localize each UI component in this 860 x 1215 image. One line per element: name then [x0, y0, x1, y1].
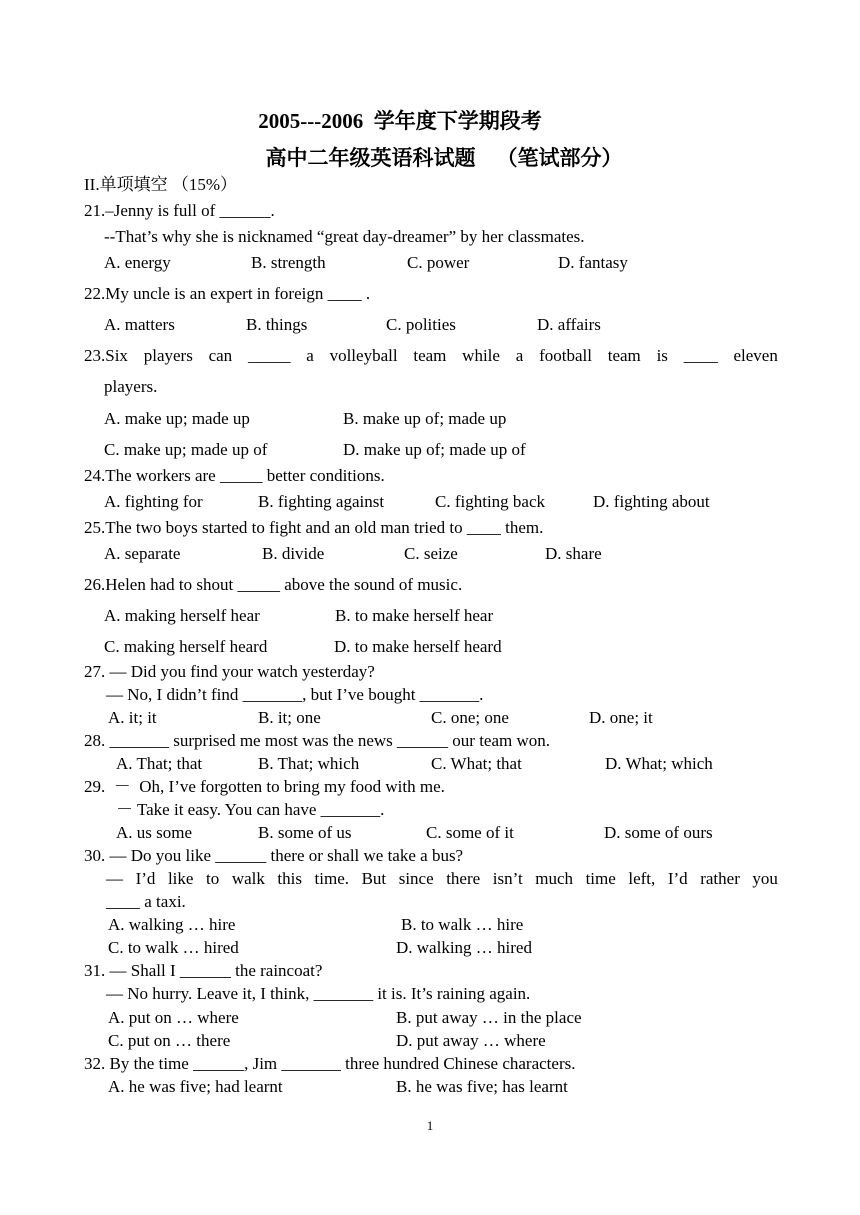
question-23-word: is: [656, 346, 668, 365]
question-27-option-c: C. one; one: [431, 708, 509, 727]
question-30-word: there: [446, 869, 481, 888]
question-30-word: time.: [314, 869, 350, 888]
question-31-stem: 31. — Shall I ______ the raincoat?: [84, 961, 323, 980]
question-23-stem-cont: players.: [104, 377, 158, 396]
question-23-word: _____: [247, 346, 291, 365]
question-30-reply: [106, 869, 778, 889]
question-30-word: —: [106, 869, 123, 888]
question-31-reply: — No hurry. Leave it, I think, _______ it is. It’s raining again.: [106, 984, 531, 1003]
question-22-option-c: C. polities: [386, 315, 456, 334]
question-29-option-c: C. some of it: [426, 823, 514, 842]
question-23-word: 23.Six: [84, 346, 128, 365]
question-22-stem: 22.My uncle is an expert in foreign ____ .: [84, 284, 371, 303]
question-29-stem: 29. － Oh, I’ve forgotten to bring my food with me.: [84, 777, 445, 796]
question-23-option-c: C. make up; made up of: [104, 440, 268, 459]
question-23-stem: [84, 346, 778, 366]
question-25-stem: 25.The two boys started to fight and an old man tried to ____ them.: [84, 518, 544, 537]
question-24-option-c: C. fighting back: [435, 492, 546, 511]
question-32-option-a: A. he was five; had learnt: [108, 1077, 283, 1096]
question-25-option-a: A. separate: [104, 544, 181, 563]
exam-title-line2: 高中二年级英语科试题 （笔试部分）: [265, 146, 623, 170]
exam-title-line1: 2005---2006 学年度下学期段考: [258, 109, 542, 133]
question-30-reply-cont: ____ a taxi.: [106, 892, 186, 911]
question-27-stem: 27. — Did you find your watch yesterday?: [84, 662, 375, 681]
section-heading: II.单项填空 （15%）: [84, 175, 237, 194]
question-26-option-c: C. making herself heard: [104, 637, 268, 656]
question-30-word: like: [167, 869, 194, 888]
question-27-reply: — No, I didn’t find _______, but I’ve bought _______.: [106, 685, 484, 704]
question-30-word: left,: [628, 869, 656, 888]
question-27-option-a: A. it; it: [108, 708, 157, 727]
question-32-option-b: B. he was five; has learnt: [396, 1077, 568, 1096]
question-23-option-b: B. make up of; made up: [343, 409, 507, 428]
question-31-option-d: D. put away … where: [396, 1031, 546, 1050]
question-30-word: since: [398, 869, 434, 888]
question-21-option-d: D. fantasy: [558, 253, 628, 272]
question-21-option-b: B. strength: [251, 253, 326, 272]
question-30-word: this: [277, 869, 302, 888]
question-30-word: to: [206, 869, 220, 888]
question-23-word: football: [539, 346, 592, 365]
question-28-option-a: A. That; that: [116, 754, 203, 773]
question-23-word: volleyball: [329, 346, 398, 365]
question-23-word: eleven: [733, 346, 778, 365]
question-30-option-c: C. to walk … hired: [108, 938, 239, 957]
question-29-option-a: A. us some: [116, 823, 193, 842]
question-21-reply: --That’s why she is nicknamed “great day-dreamer” by her classmates.: [104, 227, 585, 246]
question-30-option-d: D. walking … hired: [396, 938, 532, 957]
question-27-option-d: D. one; it: [589, 708, 653, 727]
question-29-reply: － Take it easy. You can have _______.: [116, 800, 385, 819]
question-30-word: much: [535, 869, 574, 888]
question-23-word: team: [413, 346, 447, 365]
question-28-option-d: D. What; which: [605, 754, 713, 773]
question-24-option-b: B. fighting against: [258, 492, 385, 511]
question-23-word: players: [143, 346, 193, 365]
question-21-stem: 21.–Jenny is full of ______.: [84, 201, 275, 220]
question-31-option-b: B. put away … in the place: [396, 1008, 582, 1027]
question-22-option-a: A. matters: [104, 315, 175, 334]
question-23-option-d: D. make up of; made up of: [343, 440, 526, 459]
question-28-option-c: C. What; that: [431, 754, 522, 773]
question-26-option-d: D. to make herself heard: [334, 637, 502, 656]
question-23-option-a: A. make up; made up: [104, 409, 250, 428]
question-25-option-c: C. seize: [404, 544, 458, 563]
question-25-option-b: B. divide: [262, 544, 325, 563]
page-number: 1: [426, 1118, 434, 1133]
question-26-stem: 26.Helen had to shout _____ above the sound of music.: [84, 575, 463, 594]
question-30-option-b: B. to walk … hire: [401, 915, 524, 934]
question-26-option-a: A. making herself hear: [104, 606, 260, 625]
question-29-option-d: D. some of ours: [604, 823, 713, 842]
question-24-stem: 24.The workers are _____ better conditions.: [84, 466, 385, 485]
question-23-word: team: [607, 346, 641, 365]
question-23-word: while: [462, 346, 500, 365]
question-30-word: you: [752, 869, 778, 888]
question-31-option-a: A. put on … where: [108, 1008, 239, 1027]
question-21-option-c: C. power: [407, 253, 470, 272]
question-30-word: But: [361, 869, 387, 888]
question-23-word: a: [306, 346, 314, 365]
question-30-word: I’d: [667, 869, 688, 888]
question-22-option-d: D. affairs: [537, 315, 601, 334]
question-30-word: walk: [231, 869, 265, 888]
question-23-word: can: [208, 346, 233, 365]
question-23-word: ____: [683, 346, 718, 365]
question-24-option-d: D. fighting about: [593, 492, 710, 511]
question-32-stem: 32. By the time ______, Jim _______ three hundred Chinese characters.: [84, 1054, 576, 1073]
question-26-option-b: B. to make herself hear: [335, 606, 494, 625]
question-29-option-b: B. some of us: [258, 823, 352, 842]
question-25-option-d: D. share: [545, 544, 602, 563]
question-30-word: I’d: [135, 869, 156, 888]
question-22-option-b: B. things: [246, 315, 308, 334]
question-30-stem: 30. — Do you like ______ there or shall we take a bus?: [84, 846, 464, 865]
question-30-word: isn’t: [492, 869, 523, 888]
question-30-word: rather: [700, 869, 740, 888]
question-30-word: time: [585, 869, 616, 888]
question-31-option-c: C. put on … there: [108, 1031, 231, 1050]
question-24-option-a: A. fighting for: [104, 492, 203, 511]
question-28-stem: 28. _______ surprised me most was the news ______ our team won.: [84, 731, 551, 750]
question-21-option-a: A. energy: [104, 253, 171, 272]
question-30-option-a: A. walking … hire: [108, 915, 236, 934]
question-28-option-b: B. That; which: [258, 754, 360, 773]
question-27-option-b: B. it; one: [258, 708, 321, 727]
question-23-word: a: [515, 346, 524, 365]
